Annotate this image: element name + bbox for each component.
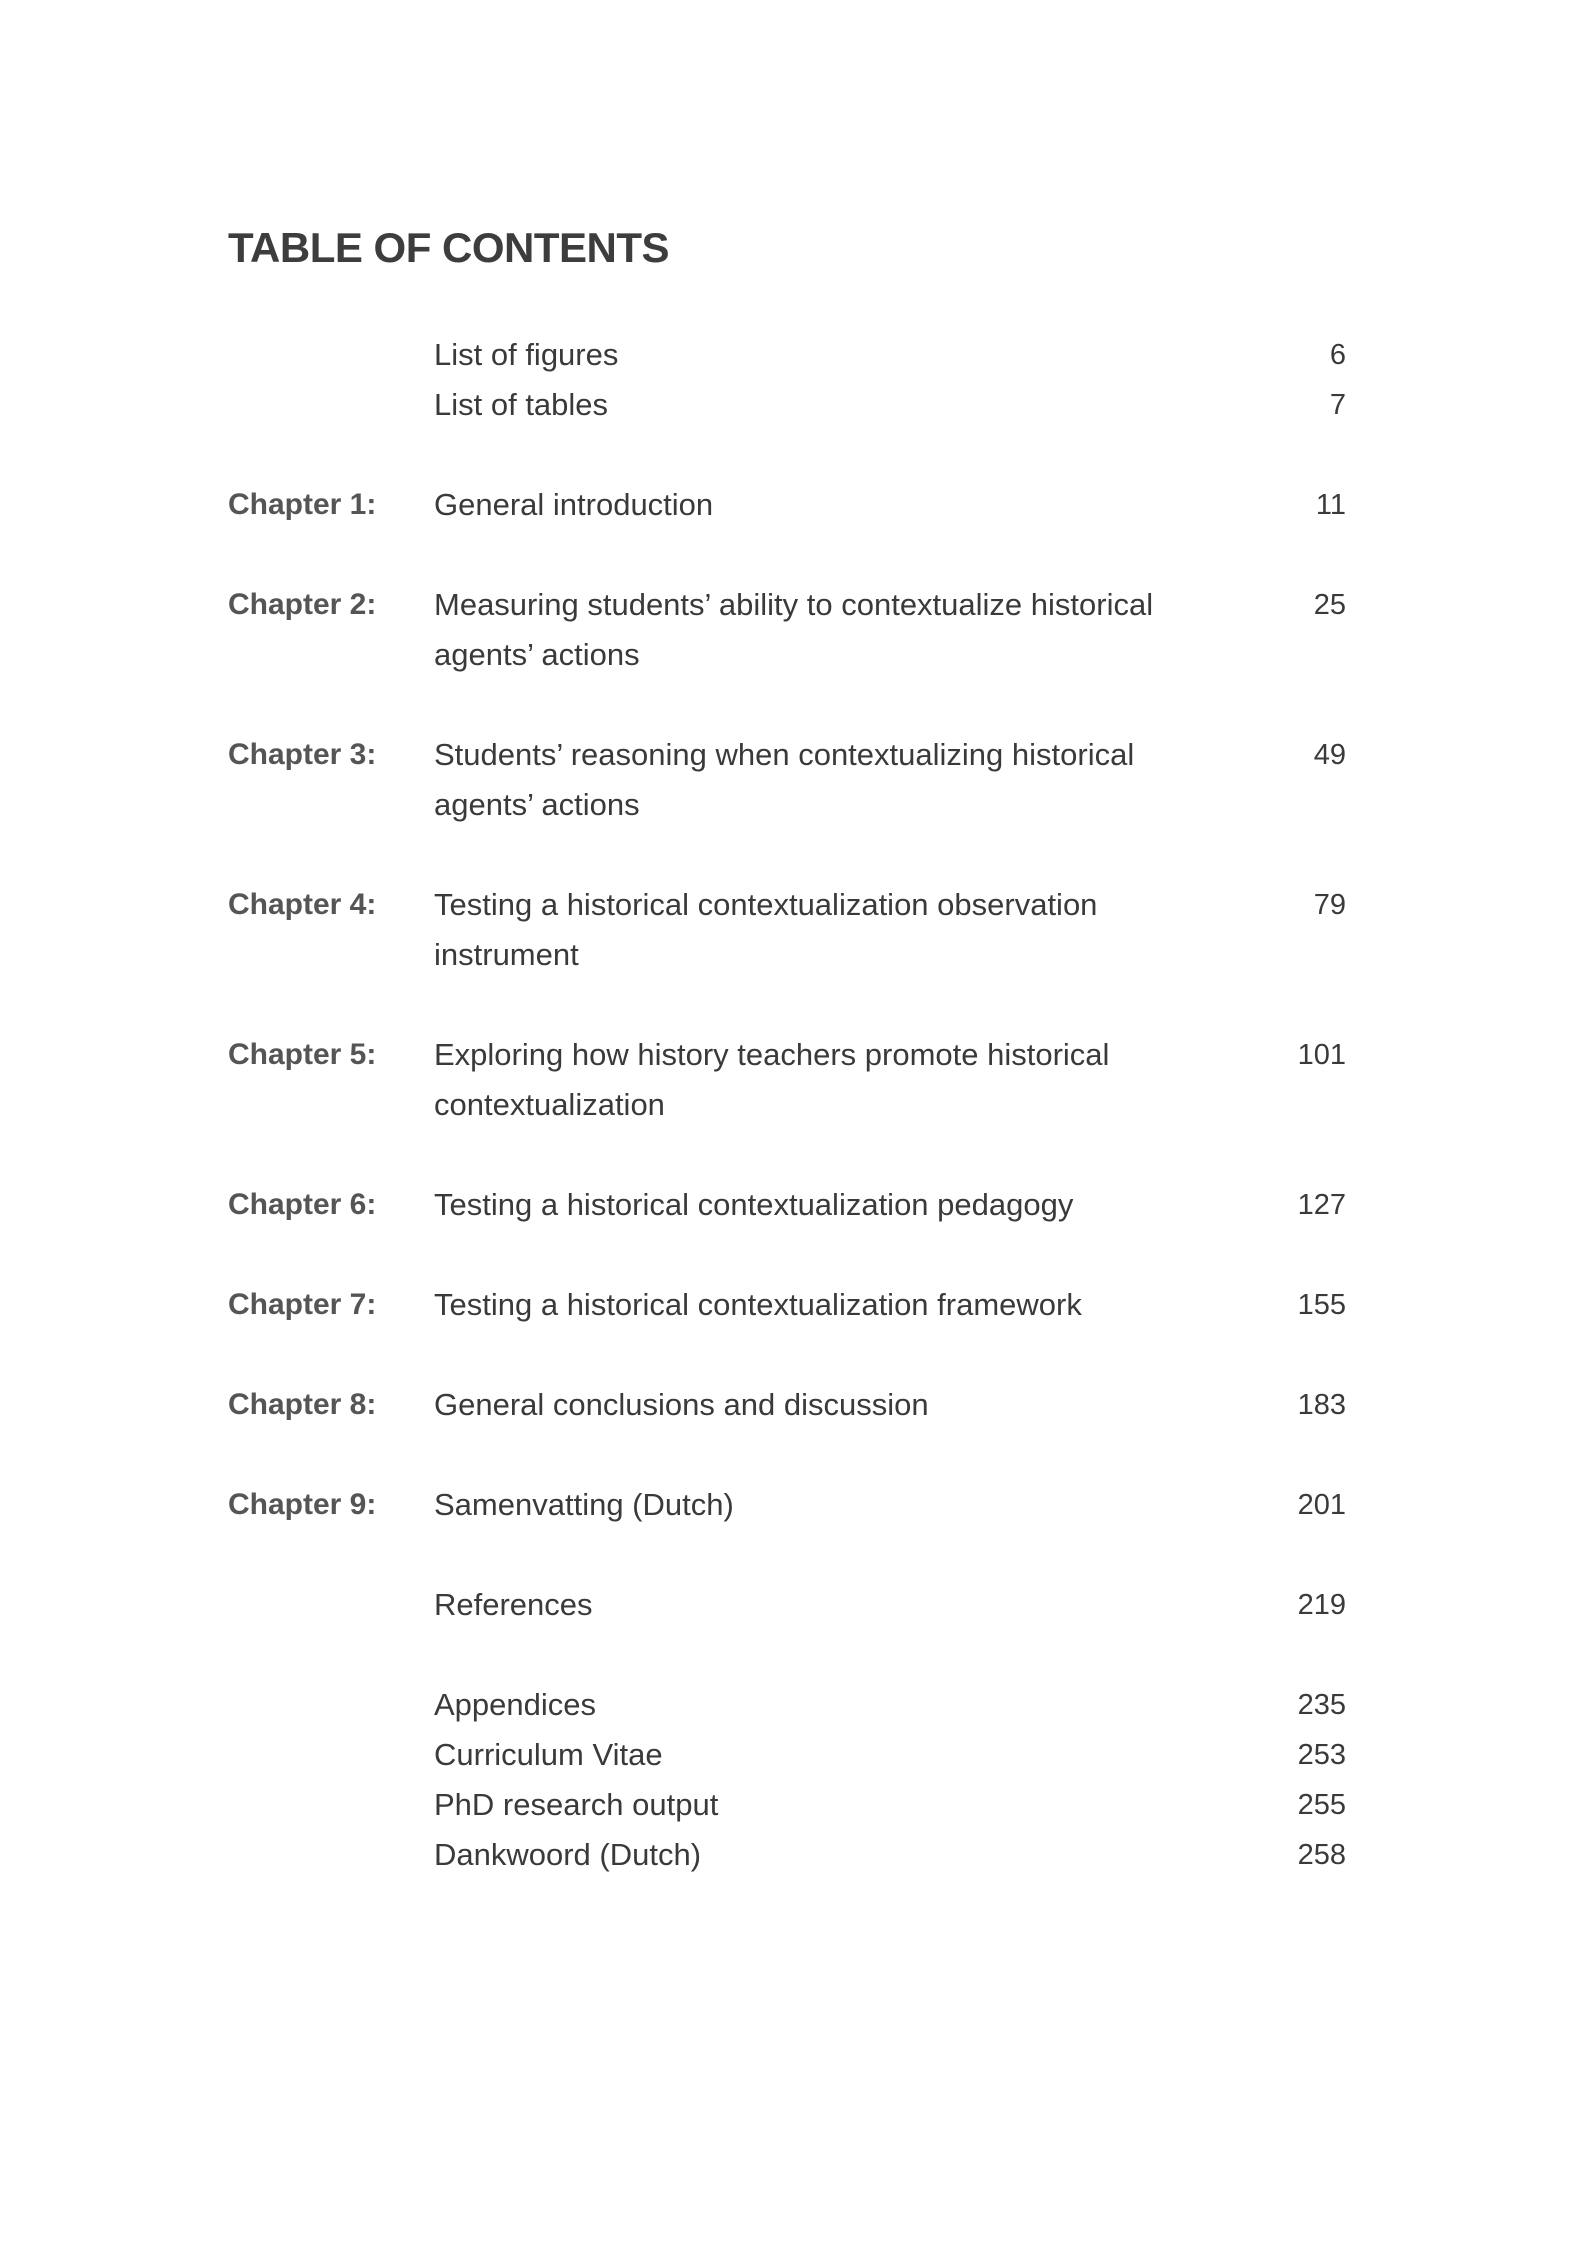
toc-group bbox=[228, 480, 1346, 530]
page-number: 11 bbox=[1315, 489, 1346, 521]
toc-group bbox=[228, 1030, 1346, 1130]
entry-title: Measuring students’ ability to contextualize historical agents’ actions bbox=[434, 587, 1154, 672]
chapter-label: Chapter 4: bbox=[228, 888, 377, 921]
entry-title: Testing a historical contextualization pedagogy bbox=[434, 1187, 1074, 1222]
chapter-label: Chapter 5: bbox=[228, 1038, 377, 1071]
toc-entry[interactable] bbox=[228, 1680, 1346, 1730]
toc-group bbox=[228, 1380, 1346, 1430]
page-number: 127 bbox=[1297, 1189, 1346, 1221]
page-number: 155 bbox=[1297, 1289, 1346, 1321]
toc-entry[interactable] bbox=[228, 1730, 1346, 1780]
toc-entry[interactable] bbox=[228, 1180, 1346, 1230]
entry-title: Testing a historical contextualization framework bbox=[434, 1287, 1082, 1322]
toc-entry[interactable] bbox=[228, 880, 1346, 980]
toc-entry[interactable] bbox=[228, 380, 1346, 430]
entry-title: General introduction bbox=[434, 487, 714, 522]
entry-title: Samenvatting (Dutch) bbox=[434, 1487, 734, 1522]
page-number: 253 bbox=[1297, 1739, 1346, 1771]
chapter-label: Chapter 7: bbox=[228, 1288, 377, 1321]
toc-group bbox=[228, 1280, 1346, 1330]
toc-entry[interactable] bbox=[228, 330, 1346, 380]
chapter-label: Chapter 9: bbox=[228, 1488, 377, 1521]
toc-entry[interactable] bbox=[228, 580, 1346, 680]
toc-group bbox=[228, 1180, 1346, 1230]
entry-title: Appendices bbox=[434, 1687, 597, 1722]
entry-title: Students’ reasoning when contextualizing historical agents’ actions bbox=[434, 737, 1135, 822]
page-number: 219 bbox=[1297, 1589, 1346, 1621]
toc-group bbox=[228, 1680, 1346, 1880]
entry-title: PhD research output bbox=[434, 1787, 719, 1822]
page-number: 7 bbox=[1329, 389, 1346, 421]
chapter-label: Chapter 6: bbox=[228, 1188, 377, 1221]
chapter-label: Chapter 2: bbox=[228, 588, 377, 621]
page-number: 49 bbox=[1313, 739, 1346, 771]
toc-group bbox=[228, 330, 1346, 430]
entry-title: References bbox=[434, 1587, 593, 1622]
toc-entry[interactable] bbox=[228, 1830, 1346, 1880]
chapter-label: Chapter 1: bbox=[228, 488, 377, 521]
toc-entry[interactable] bbox=[228, 1380, 1346, 1430]
page-number: 25 bbox=[1313, 589, 1346, 621]
page-title: TABLE OF CONTENTS bbox=[228, 224, 670, 271]
toc-group bbox=[228, 1480, 1346, 1530]
page-number: 79 bbox=[1313, 889, 1346, 921]
toc-group bbox=[228, 880, 1346, 980]
entry-title: List of tables bbox=[434, 387, 609, 422]
entry-title: Dankwoord (Dutch) bbox=[434, 1837, 702, 1872]
page-number: 6 bbox=[1329, 339, 1346, 371]
toc-entry[interactable] bbox=[228, 730, 1346, 830]
toc-group bbox=[228, 730, 1346, 830]
table-of-contents bbox=[228, 330, 1346, 1930]
toc-group bbox=[228, 1580, 1346, 1630]
page-number: 235 bbox=[1297, 1689, 1346, 1721]
toc-entry[interactable] bbox=[228, 1480, 1346, 1530]
page-number: 258 bbox=[1297, 1839, 1346, 1871]
toc-entry[interactable] bbox=[228, 1580, 1346, 1630]
page-number: 101 bbox=[1297, 1039, 1346, 1071]
entry-title: List of figures bbox=[434, 337, 619, 372]
entry-title: Exploring how history teachers promote historical contextualization bbox=[434, 1037, 1110, 1122]
toc-entry[interactable] bbox=[228, 1030, 1346, 1130]
chapter-label: Chapter 3: bbox=[228, 738, 377, 771]
entry-title: General conclusions and discussion bbox=[434, 1387, 929, 1422]
toc-entry[interactable] bbox=[228, 480, 1346, 530]
page-number: 255 bbox=[1297, 1789, 1346, 1821]
page-number: 183 bbox=[1297, 1389, 1346, 1421]
chapter-label: Chapter 8: bbox=[228, 1388, 377, 1421]
toc-entry[interactable] bbox=[228, 1280, 1346, 1330]
page-number: 201 bbox=[1297, 1489, 1346, 1521]
entry-title: Testing a historical contextualization observation instrument bbox=[434, 887, 1098, 972]
toc-group bbox=[228, 580, 1346, 680]
entry-title: Curriculum Vitae bbox=[434, 1737, 663, 1772]
toc-entry[interactable] bbox=[228, 1780, 1346, 1830]
